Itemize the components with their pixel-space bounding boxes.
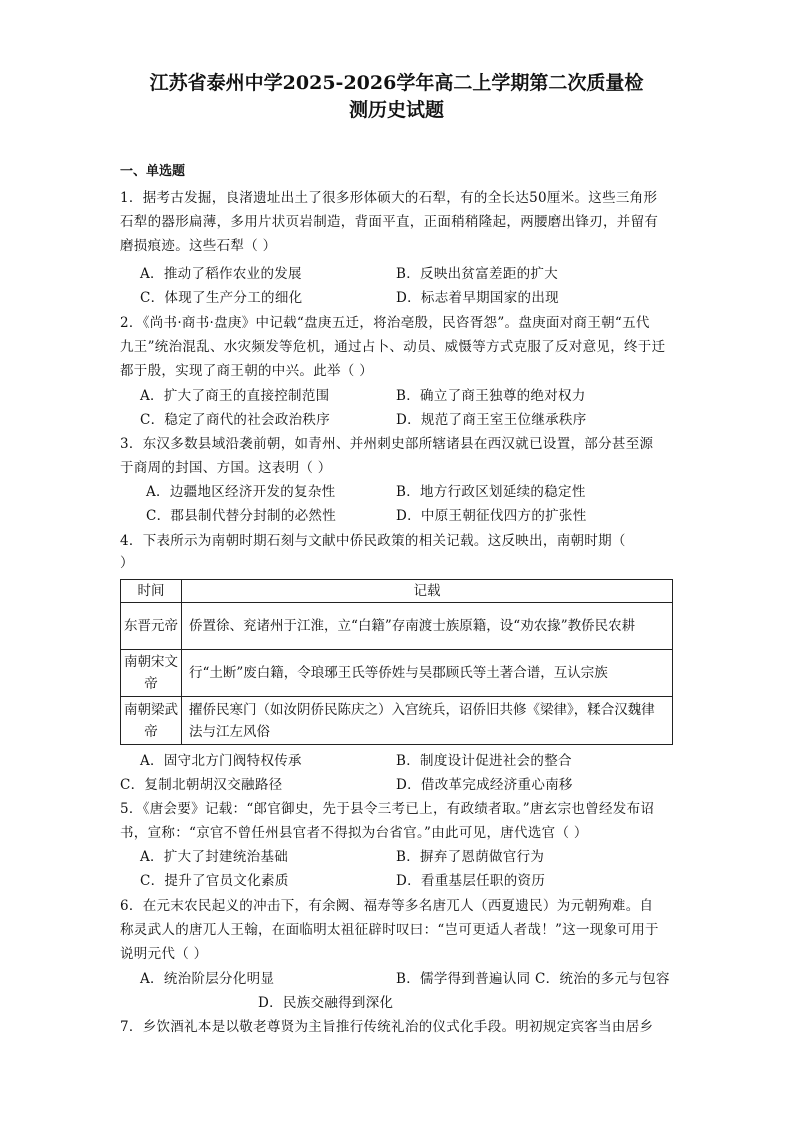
- question-2-line3: 都于殷，实现了商王朝的中兴。此举（ ）: [120, 363, 373, 379]
- question-3-line2: 于商周的封国、方国。这表明（ ）: [120, 460, 332, 476]
- table-header-row: [121, 580, 673, 603]
- question-6: [120, 894, 680, 966]
- table-cell-record: 侨置徐、兖诸州于江淮，立“白籍”存南渡士族原籍，设“劝农掾”教侨民农耕: [182, 603, 673, 650]
- exam-title: [110, 70, 683, 124]
- question-4-option-b: B．制度设计促进社会的整合: [396, 753, 572, 769]
- question-5-option-c: C．提升了官员文化素质: [140, 873, 289, 889]
- exam-title-line1: 江苏省泰州中学2025-2026学年高二上学期第二次质量检: [149, 72, 644, 94]
- table-cell-time: 东晋元帝: [121, 603, 182, 650]
- table-cell-time: 南朝宋文帝: [121, 650, 182, 697]
- question-3-option-c: C．郡县制代替分封制的必然性: [146, 508, 337, 524]
- question-4: [120, 529, 680, 573]
- table-cell-record: 行“土断”废白籍，令琅琊王氏等侨姓与吴郡顾氏等土著合谱，互认宗族: [182, 650, 673, 697]
- question-3-option-d: D．中原王朝征伐四方的扩张性: [396, 508, 587, 524]
- question-6-line1: 6．在元末农民起义的冲击下，有余阙、福寿等多名唐兀人（西夏遗民）为元朝殉难。自: [120, 898, 654, 914]
- question-3-option-a: A．边疆地区经济开发的复杂性: [146, 484, 336, 500]
- section-heading: 一、单选题: [120, 164, 186, 179]
- question-2: [120, 311, 680, 383]
- question-4-option-a: A．固守北方门阀特权传承: [140, 753, 302, 769]
- question-5: [120, 797, 680, 845]
- question-2-option-b: B．确立了商王独尊的绝对权力: [396, 388, 586, 404]
- question-5-option-a: A．扩大了封建统治基础: [140, 849, 289, 865]
- question-2-option-a: A．扩大了商王的直接控制范围: [140, 388, 330, 404]
- table-row: [121, 697, 673, 745]
- question-5-option-d: D．看重基层任职的资历: [396, 873, 546, 889]
- question-3-option-b: B．地方行政区划延续的稳定性: [396, 484, 586, 500]
- question-1-option-a: A．推动了稻作农业的发展: [140, 266, 302, 282]
- question-2-line2: 九王”统治混乱、水灾频发等危机，通过占卜、动员、威慑等方式克服了反对意见，终于迁: [120, 339, 666, 355]
- question-1-option-c: C．体现了生产分工的细化: [140, 290, 303, 306]
- question-1: [120, 186, 680, 258]
- table-row: [121, 650, 673, 697]
- question-7-line1: 7．乡饮酒礼本是以敬老尊贤为主旨推行传统礼治的仪式化手段。明初规定宾客当由居乡: [120, 1019, 654, 1035]
- question-1-line3: 磨损痕迹。这些石犁（ ）: [120, 238, 277, 254]
- question-1-line2: 石犁的器形扁薄，多用片状页岩制造，背面平直，正面稍稍隆起，两腰磨出锋刃，并留有: [120, 214, 659, 230]
- question-7: [120, 1015, 680, 1039]
- question-4-option-c: C．复制北朝胡汉交融路径: [120, 777, 283, 793]
- question-5-line2: 书，宣称：“京官不曾任州县官者不得拟为台省官。”由此可见，唐代选官（ ）: [120, 825, 588, 841]
- question-6-option-d: D．民族交融得到深化: [258, 995, 394, 1011]
- question-6-option-a: A．统治阶层分化明显: [140, 971, 275, 987]
- question-4-line1: 4．下表所示为南朝时期石刻与文献中侨民政策的相关记载。这反映出，南朝时期（: [120, 533, 626, 549]
- question-2-option-c: C．稳定了商代的社会政治秩序: [140, 412, 331, 428]
- question-1-option-b: B．反映出贫富差距的扩大: [396, 266, 559, 282]
- question-4-line2: ）: [120, 555, 134, 571]
- question-6-line2: 称灵武人的唐兀人王翰，在面临明太祖征辟时叹曰：“岂可更适人者哉！”这一现象可用于: [120, 922, 659, 938]
- table-header-record: 记载: [182, 580, 673, 603]
- exam-title-line2: 测历史试题: [348, 99, 444, 121]
- question-3-line1: 3．东汉多数县域沿袭前朝，如青州、并州刺史部所辖诸县在西汉就已设置，部分甚至源: [120, 436, 654, 452]
- question-5-line1: 5．《唐会要》记载：“郎官御史，先于县令三考已上，有政绩者取。”唐玄宗也曾经发布诏: [120, 801, 655, 817]
- question-3: [120, 432, 680, 480]
- table-header-time: 时间: [121, 580, 182, 603]
- table-row: [121, 603, 673, 650]
- table-cell-time: 南朝梁武帝: [121, 697, 182, 745]
- question-5-option-b: B．摒弃了恩荫做官行为: [396, 849, 545, 865]
- question-2-option-d: D．规范了商王室王位继承秩序: [396, 412, 587, 428]
- question-4-option-d: D．借改革完成经济重心南移: [396, 777, 573, 793]
- question-2-line1: 2．《尚书·商书·盘庚》中记载“盘庚五迁，将治亳殷，民咨胥怨”。盘庚面对商王朝“五代: [120, 315, 650, 331]
- question-1-line1: 1．据考古发掘，良渚遗址出土了很多形体硕大的石犁，有的全长达50厘米。这些三角形: [120, 190, 658, 206]
- records-table: [120, 579, 673, 745]
- question-6-line3: 说明元代（ ）: [120, 946, 208, 962]
- question-6-option-bc: B．儒学得到普遍认同 C．统治的多元与包容: [396, 971, 670, 987]
- question-1-option-d: D．标志着早期国家的出现: [396, 290, 559, 306]
- table-cell-record: 擢侨民寒门（如汝阴侨民陈庆之）入宫统兵，诏侨旧共修《梁律》，糅合汉魏律法与江左风俗: [182, 697, 673, 745]
